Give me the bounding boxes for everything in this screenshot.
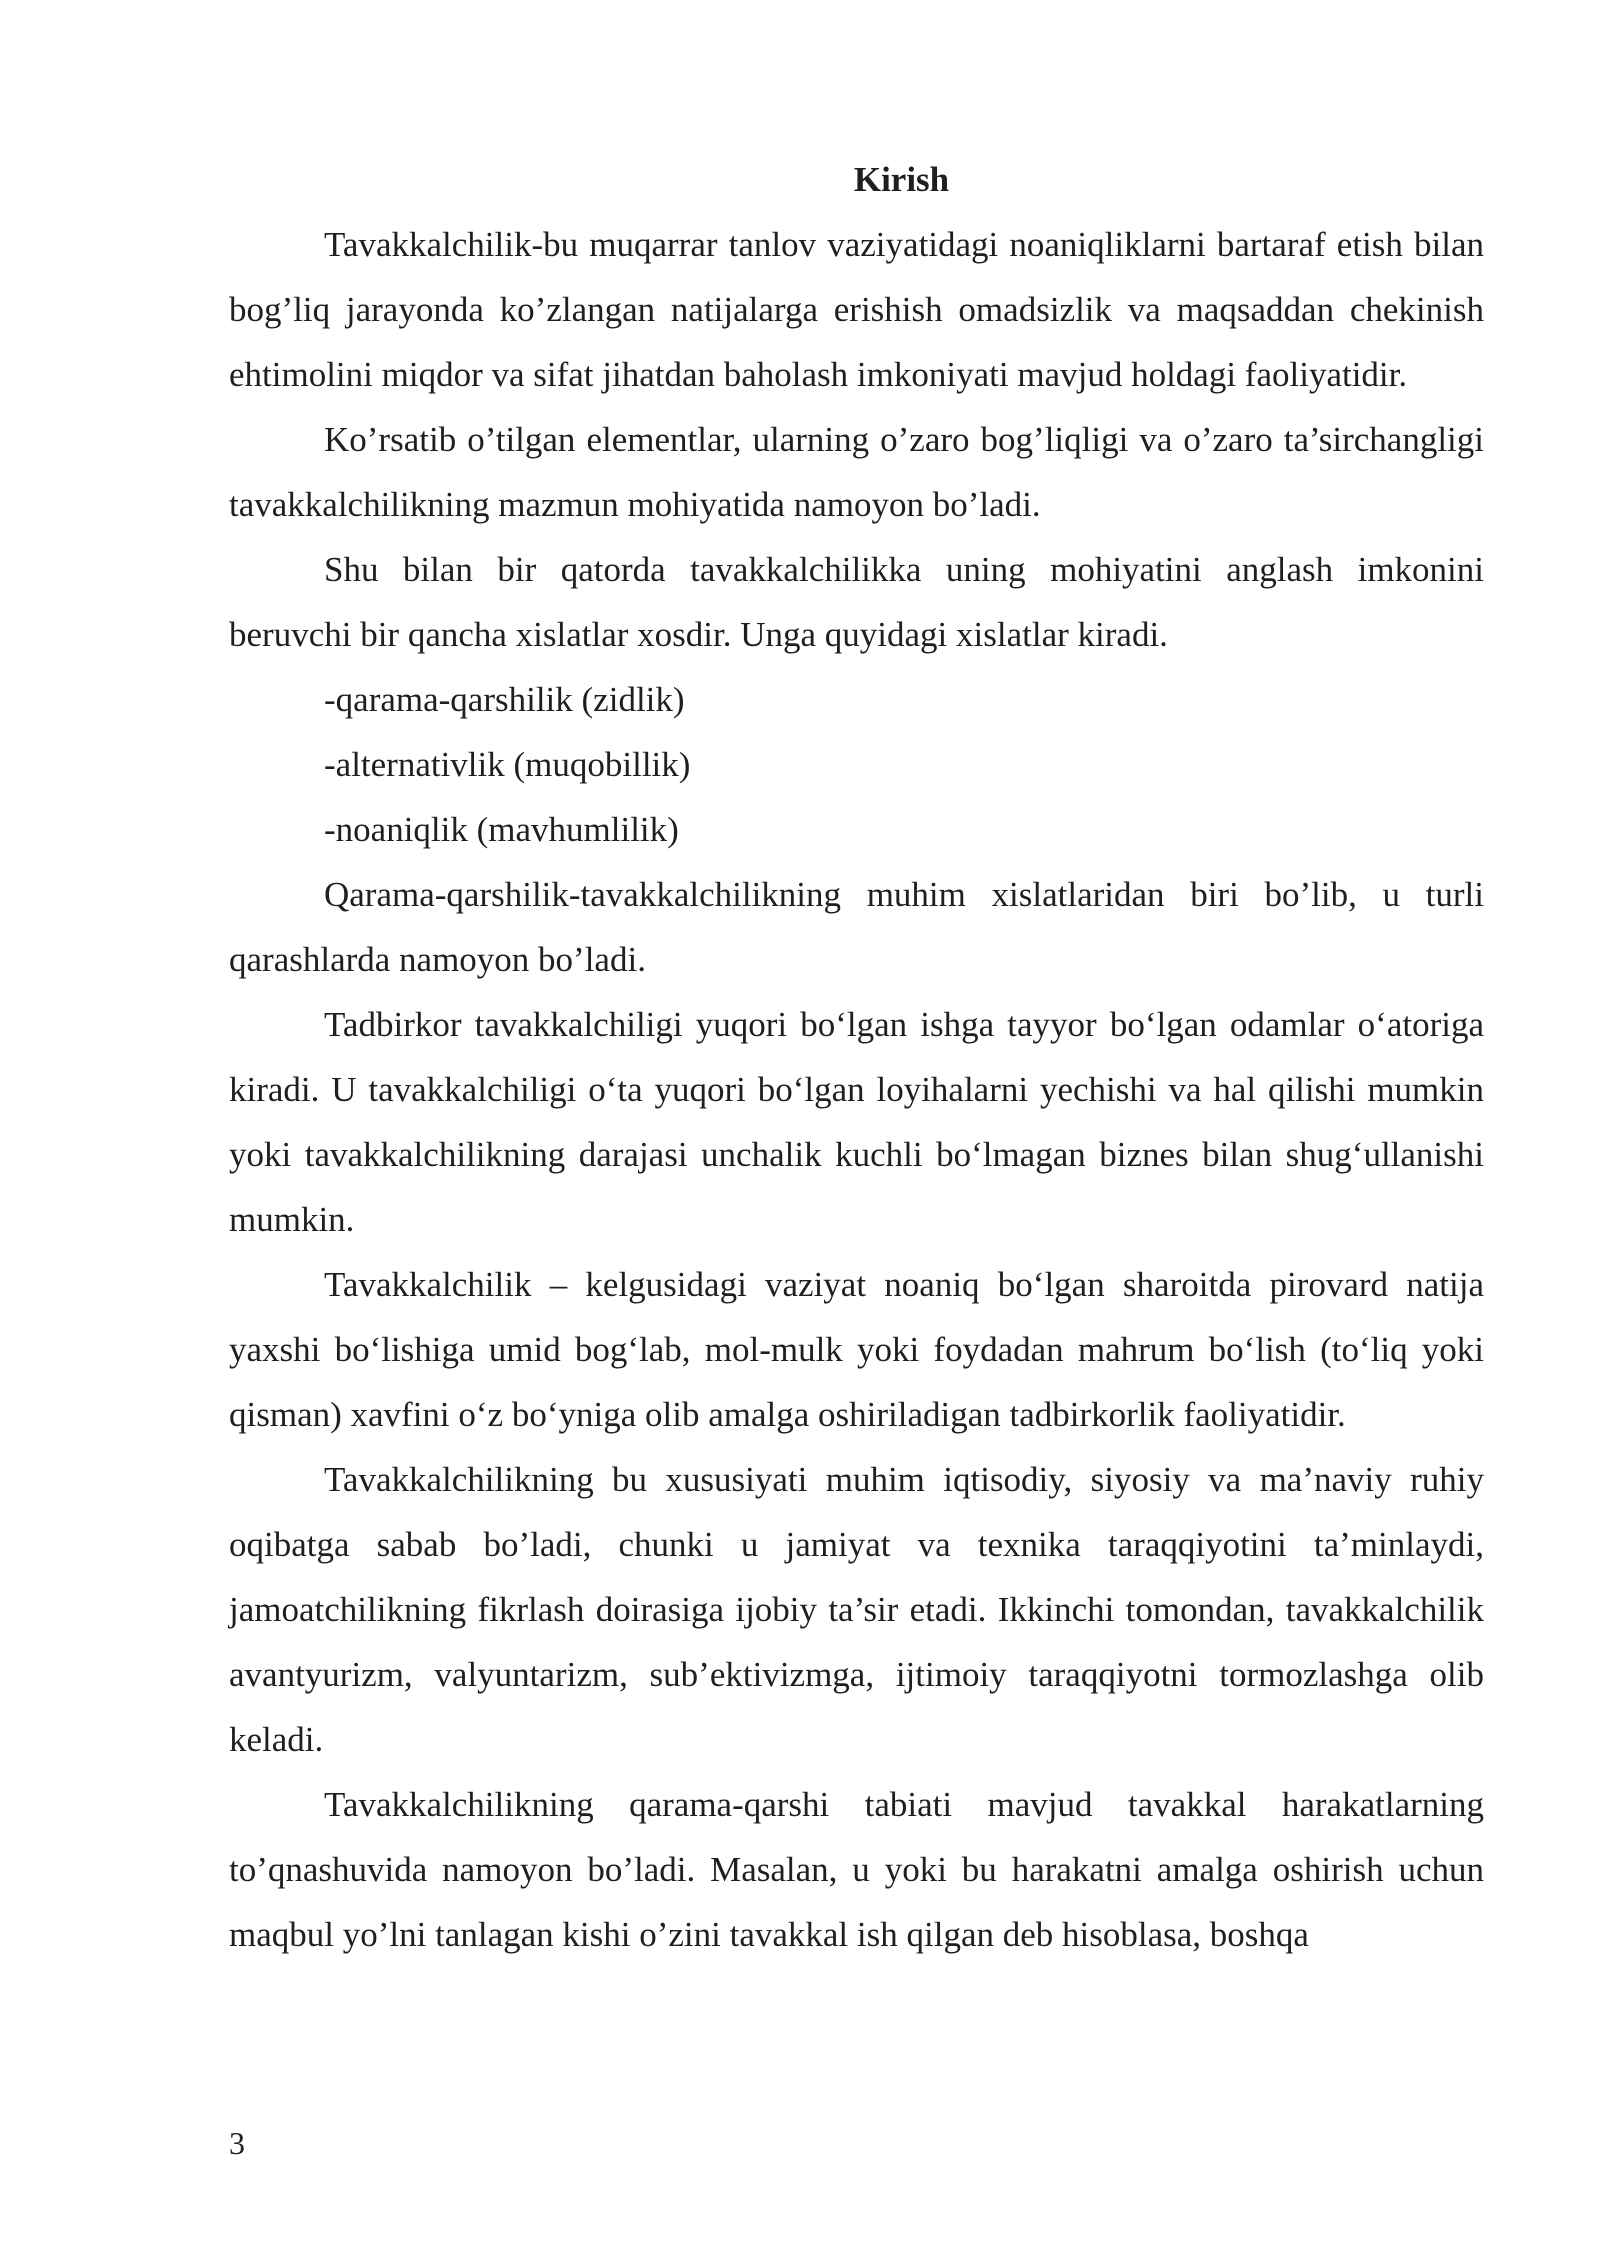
paragraph-contradiction: Qarama-qarshilik-tavakkalchilikning muhim xislatlaridan biri bo’lib, u turli qarashlarda namoyon bo’ladi. bbox=[229, 875, 1484, 979]
paragraph-risk-definition: Tavakkalchilik – kelgusidagi vaziyat noaniq bo‘lgan sharoitda pirovard natija yaxshi bo‘lishiga umid bog‘lab, mol-mulk yoki foydadan mahrum bo‘lish (to‘liq yoki qisman) xavfini o‘z bo‘yniga olib amalga oshiriladigan tadbirkorlik faoliyatidir. bbox=[229, 1265, 1484, 1434]
paragraph-elements: Ko’rsatib o’tilgan elementlar, ularning o’zaro bog’liqligi va o’zaro ta’sirchangligi tavakkalchilikning mazmun mohiyatida namoyon bo’ladi. bbox=[229, 420, 1484, 524]
page-number: 3 bbox=[229, 2125, 245, 2161]
paragraph-consequences: Tavakkalchilikning bu xususiyati muhim iqtisodiy, siyosiy va ma’naviy ruhiy oqibatga sabab bo’ladi, chunki u jamiyat va texnika taraqqiyotini ta’minlaydi, jamoatchilikning fikrlash doirasiga ijobiy ta’sir etadi. Ikkinchi tomondan, tavakkalchilik avantyurizm, valyuntarizm, sub’ektivizmga, ijtimoiy taraqqiyotni tormozlashga olib keladi. bbox=[229, 1460, 1484, 1759]
paragraph-traits-intro: Shu bilan bir qatorda tavakkalchilikka uning mohiyatini anglash imkonini beruvchi bir qancha xislatlar xosdir. Unga quyidagi xislatlar kiradi. bbox=[229, 550, 1484, 654]
paragraph-contradictory-nature: Tavakkalchilikning qarama-qarshi tabiati mavjud tavakkal harakatlarning to’qnashuvida namoyon bo’ladi. Masalan, u yoki bu harakatni amalga oshirish uchun maqbul yo’lni tanlagan kishi o’zini tavakkal ish qilgan deb hisoblasa, boshqa bbox=[229, 1785, 1484, 1954]
list-item-uncertainty: -noaniqlik (mavhumlilik) bbox=[324, 810, 679, 849]
paragraph-definition: Tavakkalchilik-bu muqarrar tanlov vaziyatidagi noaniqliklarni bartaraf etish bilan bog’liq jarayonda ko’zlangan natijalarga erishish omadsizlik va maqsaddan chekinish ehtimolini miqdor va sifat jihatdan baholash imkoniyati mavjud holdagi faoliyatidir. bbox=[229, 225, 1484, 394]
paragraph-entrepreneur: Tadbirkor tavakkalchiligi yuqori bo‘lgan ishga tayyor bo‘lgan odamlar o‘atoriga kiradi. U tavakkalchiligi o‘ta yuqori bo‘lgan loyihalarni yechishi va hal qilishi mumkin yoki tavakkalchilikning darajasi unchalik kuchli bo‘lmagan biznes bilan shug‘ullanishi mumkin. bbox=[229, 1005, 1484, 1239]
page-content bbox=[229, 147, 1484, 1967]
list-item-alternativity: -alternativlik (muqobillik) bbox=[324, 745, 691, 784]
list-item-contradiction: -qarama-qarshilik (zidlik) bbox=[324, 680, 685, 719]
page-title: Kirish bbox=[853, 160, 950, 199]
